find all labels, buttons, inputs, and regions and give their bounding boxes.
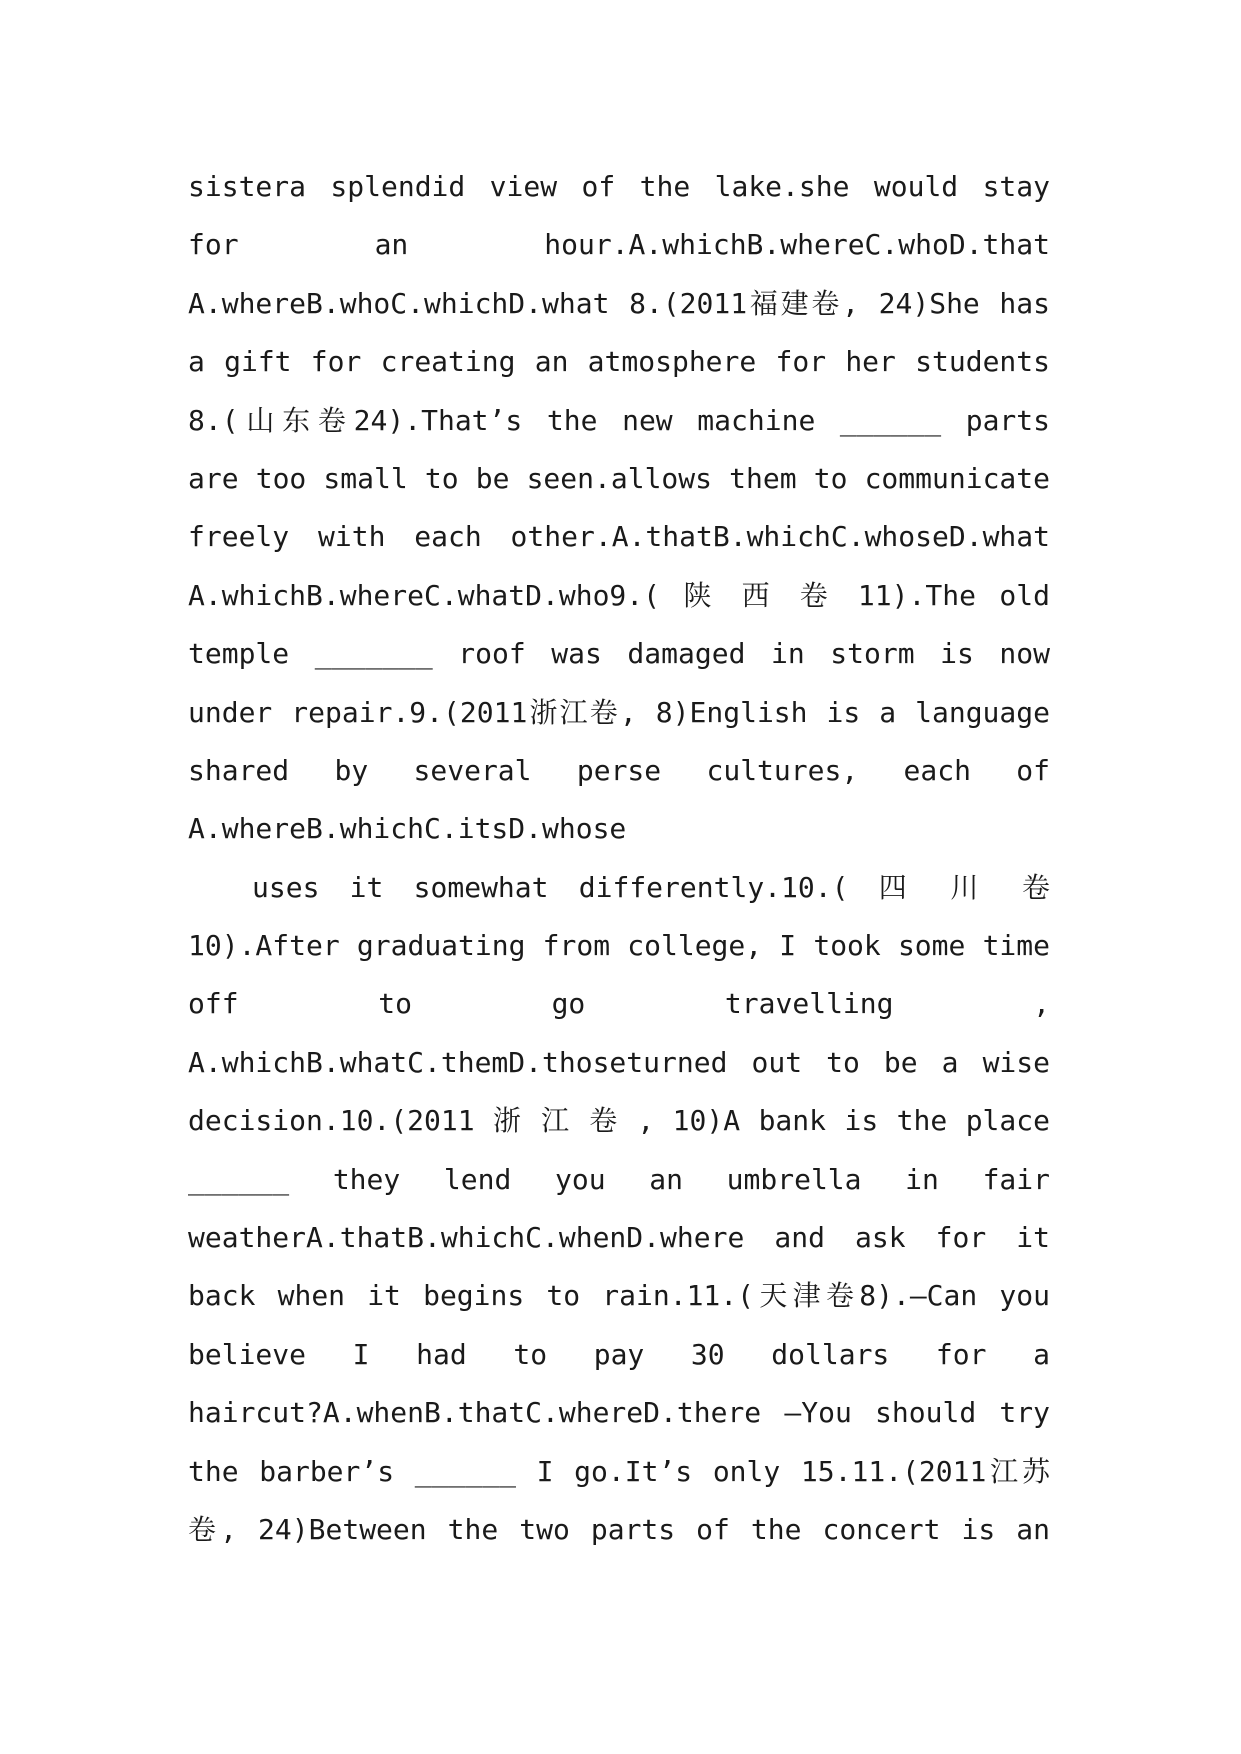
text-line: a gift for creating an atmosphere for her students: [188, 345, 1050, 379]
text-line: ______ they lend you an umbrella in fair: [188, 1162, 1050, 1196]
text-line: 8.(山东卷24).That’s the new machine ______ parts: [188, 403, 1050, 437]
text-line: A.whereB.whichC.itsD.whose: [188, 812, 627, 846]
text-line: back when it begins to rain.11.(天津卷8).—Can you: [188, 1279, 1050, 1313]
text-line: weatherA.thatB.whichC.whenD.where and ask for it: [188, 1221, 1050, 1255]
text-line: sistera splendid view of the lake.she would stay: [188, 170, 1050, 203]
text-line: are too small to be seen.allows them to communicate: [188, 461, 1050, 495]
paragraph-first-line: uses it somewhat differently.10.( 四 川 卷: [252, 870, 1050, 904]
text-line: off to go travelling ,: [188, 987, 1050, 1021]
text-line: temple _______ roof was damaged in storm is now: [188, 637, 1050, 671]
text-line: decision.10.(2011 浙 江 卷 , 10)A bank is the place: [188, 1104, 1050, 1138]
text-line: A.whereB.whoC.whichD.what 8.(2011福建卷, 24)She has: [188, 286, 1050, 320]
text-line: freely with each other.A.thatB.whichC.whoseD.what: [188, 520, 1050, 554]
text-line: haircut?A.whenB.thatC.whereD.there —You should try: [188, 1396, 1050, 1430]
text-line: believe I had to pay 30 dollars for a: [188, 1337, 1050, 1371]
text-line: A.whichB.whatC.themD.thoseturned out to be a wise: [188, 1045, 1050, 1079]
text-line: under repair.9.(2011浙江卷, 8)English is a language: [188, 695, 1050, 729]
text-line: 10).After graduating from college, I took some time: [188, 929, 1050, 963]
text-line: for an hour.A.whichB.whereC.whoD.that: [188, 228, 1050, 262]
document-body: [188, 158, 1050, 1559]
text-line: shared by several perse cultures, each of: [188, 753, 1050, 787]
text-line: A.whichB.whereC.whatD.who9.( 陕 西 卷 11).The old: [188, 578, 1050, 612]
text-line: the barber’s ______ I go.It’s only 15.11.(2011江苏: [188, 1454, 1050, 1488]
text-line: 卷, 24)Between the two parts of the concert is an: [188, 1512, 1050, 1546]
